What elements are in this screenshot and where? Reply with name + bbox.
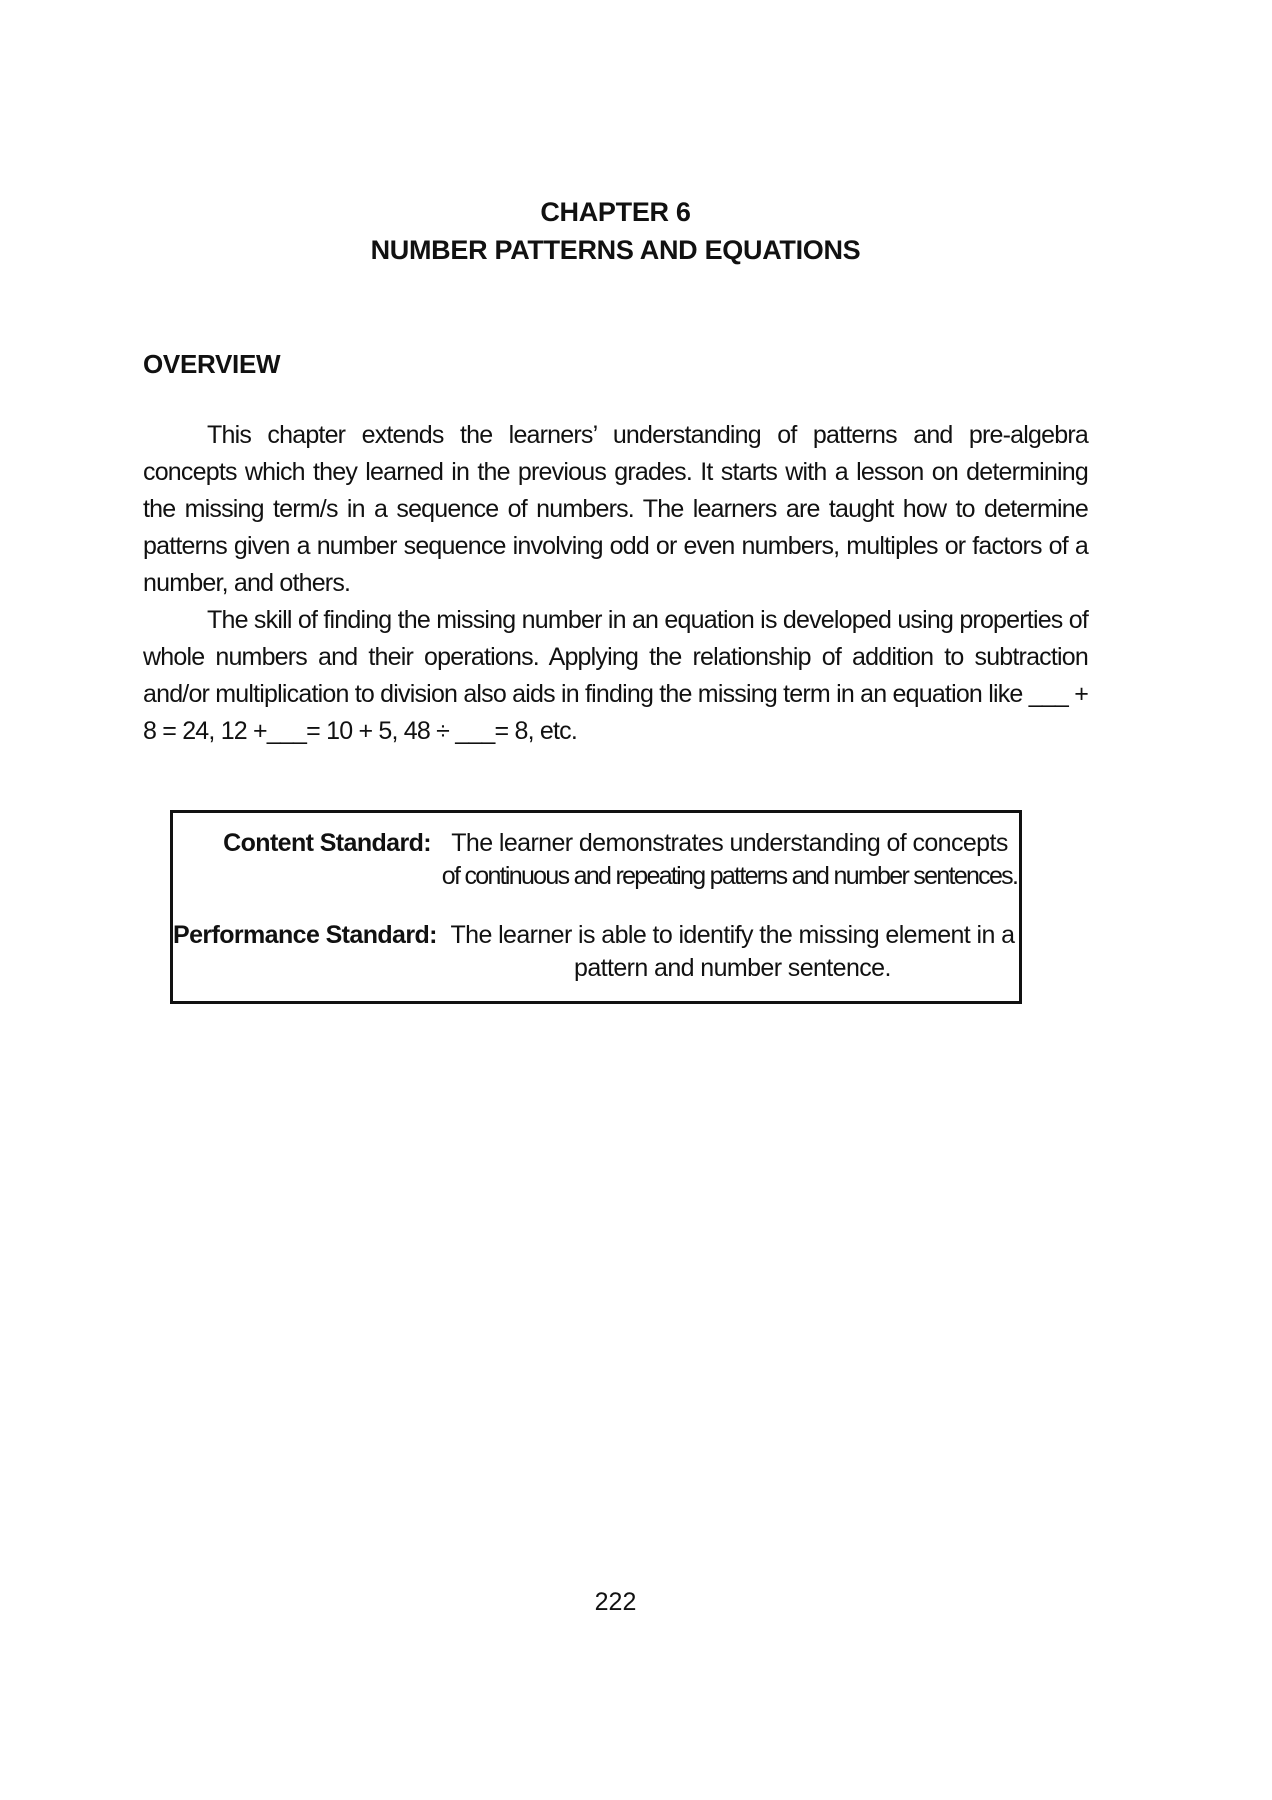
content-standard-label: Content Standard:	[223, 829, 431, 857]
performance-standard-text	[446, 919, 1019, 985]
performance-standard-text-line2: pattern and number sentence.	[574, 954, 891, 982]
content-standard-text-line2: of continuous and repeating patterns and number sentences.	[441, 862, 1018, 890]
page-content	[143, 193, 1088, 1004]
performance-standard-row	[173, 919, 1019, 985]
standards-box	[170, 810, 1022, 1004]
page-number: 222	[594, 1588, 637, 1616]
chapter-title-line2: NUMBER PATTERNS AND EQUATIONS	[370, 235, 861, 265]
chapter-title	[143, 193, 1088, 269]
overview-paragraph-1: This chapter extends the learners’ understanding of patterns and pre-algebra concepts which they learned in the previous grades. It starts with a lesson on determining the missing term/s in a sequence of numbers. The learners are taught how to determine patterns given a number sequence involving odd or even numbers, multiples or factors of a number, and others.	[143, 421, 1088, 597]
content-standard-row	[173, 827, 1019, 893]
chapter-title-line1: CHAPTER 6	[540, 197, 691, 227]
overview-paragraph-2: The skill of finding the missing number in an equation is developed using properties of whole numbers and their operations. Applying the relationship of addition to subtraction and/or multiplication to division also aids in finding the missing term in an equation like ___ + 8 = 24, 12 +___= 10 + 5, 48 ÷ ___= 8, etc.	[143, 606, 1088, 745]
performance-standard-text-line1: The learner is able to identify the missing element in a	[450, 921, 1015, 949]
performance-standard-label: Performance Standard:	[173, 921, 437, 949]
overview-heading: OVERVIEW	[143, 349, 281, 379]
content-standard-text-line1: The learner demonstrates understanding of concepts	[451, 829, 1008, 857]
content-standard-text	[440, 827, 1019, 893]
